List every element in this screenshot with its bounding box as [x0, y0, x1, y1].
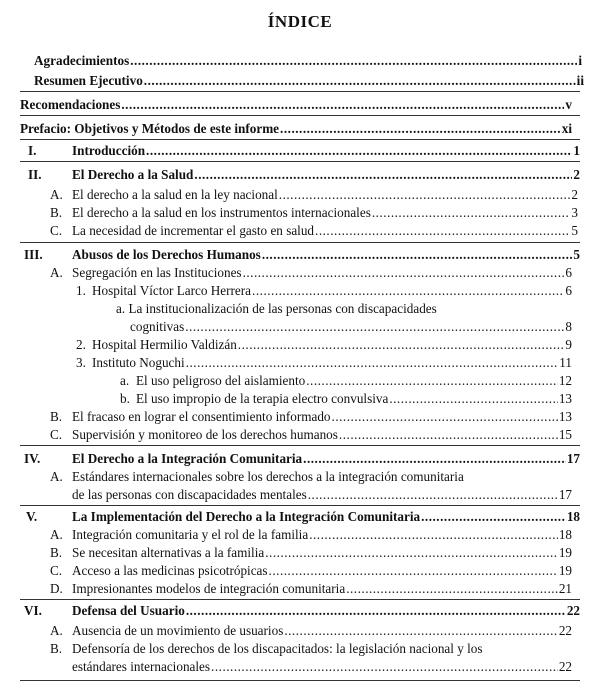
- leader-dots: [309, 526, 558, 544]
- subsection-letter: C.: [50, 563, 63, 578]
- toc-label: Acceso a las medicinas psicotrópicas: [72, 563, 268, 578]
- toc-page: 5: [571, 223, 578, 238]
- toc-label: de las personas con discapacidades mentales: [72, 487, 307, 502]
- leader-dots: [284, 622, 557, 640]
- toc-entry-derecho-salud[interactable]: [72, 166, 580, 184]
- toc-page: 22: [558, 659, 572, 674]
- section-number: V.: [26, 509, 38, 524]
- subsection-letter: C.: [50, 427, 63, 442]
- subsection-letter: A.: [50, 623, 63, 638]
- subsection-letter: A.: [50, 469, 63, 484]
- toc-label: Instituto Noguchi: [92, 355, 185, 370]
- subsection-letter: D.: [50, 581, 63, 596]
- toc-entry-integracion[interactable]: [72, 450, 580, 468]
- leader-dots: [262, 246, 573, 264]
- leader-dots: [303, 450, 566, 468]
- leader-dots: [315, 222, 570, 240]
- subsection-letter: A.: [50, 187, 63, 202]
- divider: [20, 680, 580, 681]
- item-number: 1.: [76, 283, 86, 298]
- divider: [20, 115, 580, 116]
- subsection-letter: A.: [50, 265, 63, 280]
- toc-entry-3a3b[interactable]: [136, 390, 572, 408]
- leader-dots: [308, 486, 558, 504]
- toc-entry-2a[interactable]: [72, 186, 578, 204]
- toc-entry-agradecimientos[interactable]: [34, 52, 582, 70]
- toc-label-line1: a. La institucionalización de las personas con discapacidades: [116, 301, 437, 316]
- toc-entry-3a1a[interactable]: [130, 318, 572, 336]
- toc-label: El Derecho a la Salud: [72, 167, 194, 182]
- toc-label: estándares internacionales: [72, 659, 211, 674]
- leader-dots: [279, 186, 571, 204]
- toc-label-line1: Estándares internacionales sobre los derechos a la integración comunitaria: [72, 469, 464, 484]
- toc-page: 19: [558, 545, 572, 560]
- leader-dots: [332, 408, 558, 426]
- toc-entry-3a1[interactable]: [92, 282, 572, 300]
- toc-entry-6b[interactable]: [72, 658, 572, 676]
- toc-entry-3a3[interactable]: [92, 354, 572, 372]
- toc-entry-5d[interactable]: [72, 580, 572, 598]
- toc-page: 6: [565, 265, 572, 280]
- toc-page: 6: [565, 283, 572, 298]
- toc-label: Hospital Víctor Larco Herrera: [92, 283, 252, 298]
- toc-page: xi: [561, 121, 572, 136]
- leader-dots: [252, 282, 564, 300]
- toc-page: 11: [559, 355, 572, 370]
- toc-page: 2: [573, 167, 580, 182]
- toc-page: i: [578, 53, 582, 68]
- leader-dots: [211, 658, 558, 676]
- divider: [20, 242, 580, 243]
- leader-dots: [306, 372, 558, 390]
- toc-entry-resumen[interactable]: [34, 72, 584, 90]
- toc-page: 17: [566, 451, 580, 466]
- toc-label: Introducción: [72, 143, 146, 158]
- toc-entry-2b[interactable]: [72, 204, 578, 222]
- leader-dots: [186, 602, 566, 620]
- toc-page: 5: [573, 247, 580, 262]
- toc-page: 18: [558, 527, 572, 542]
- toc-entry-defensa[interactable]: [72, 602, 580, 620]
- toc-entry-abusos[interactable]: [72, 246, 580, 264]
- leader-dots: [280, 120, 561, 138]
- toc-label-line1: Defensoría de los derechos de los discapacitados: la legislación nacional y los: [72, 641, 483, 656]
- toc-entry-prefacio[interactable]: [20, 120, 572, 138]
- toc-entry-4a[interactable]: [72, 486, 572, 504]
- section-number: IV.: [24, 451, 41, 466]
- toc-page: 22: [566, 603, 580, 618]
- toc-entry-3a3a[interactable]: [136, 372, 572, 390]
- subsection-letter: B.: [50, 409, 63, 424]
- subsection-letter: B.: [50, 641, 63, 656]
- item-letter: b.: [120, 391, 130, 406]
- leader-dots: [269, 562, 558, 580]
- toc-label: El Derecho a la Integración Comunitaria: [72, 451, 303, 466]
- leader-dots: [389, 390, 557, 408]
- leader-dots: [121, 96, 564, 114]
- toc-label: Resumen Ejecutivo: [34, 73, 143, 88]
- toc-label: Se necesitan alternativas a la familia: [72, 545, 265, 560]
- toc-page: 13: [558, 409, 572, 424]
- leader-dots: [194, 166, 572, 184]
- subsection-letter: C.: [50, 223, 63, 238]
- subsection-letter: B.: [50, 545, 63, 560]
- leader-dots: [238, 336, 565, 354]
- toc-entry-implementacion[interactable]: [72, 508, 580, 526]
- toc-entry-recomendaciones[interactable]: [20, 96, 572, 114]
- toc-page: ii: [576, 73, 584, 88]
- leader-dots: [130, 52, 577, 70]
- toc-page: 12: [558, 373, 572, 388]
- subsection-letter: A.: [50, 527, 63, 542]
- item-number: 3.: [76, 355, 86, 370]
- toc-page: 22: [558, 623, 572, 638]
- divider: [20, 139, 580, 140]
- toc-page: 1: [573, 143, 580, 158]
- toc-entry-6a[interactable]: [72, 622, 572, 640]
- page-title: ÍNDICE: [267, 12, 333, 31]
- toc-entry-3b[interactable]: [72, 408, 572, 426]
- toc-entry-introduccion[interactable]: [72, 142, 580, 160]
- subsection-letter: B.: [50, 205, 63, 220]
- leader-dots: [186, 354, 559, 372]
- toc-entry-5c[interactable]: [72, 562, 572, 580]
- leader-dots: [339, 426, 558, 444]
- toc-page: 8: [565, 319, 572, 334]
- toc-label: Impresionantes modelos de integración comunitaria: [72, 581, 346, 596]
- toc-entry-5b[interactable]: [72, 544, 572, 562]
- section-number: III.: [24, 247, 43, 262]
- divider: [20, 91, 580, 92]
- toc-page: 3: [571, 205, 578, 220]
- leader-dots: [144, 72, 576, 90]
- toc-page: 15: [558, 427, 572, 442]
- toc-label: Ausencia de un movimiento de usuarios: [72, 623, 284, 638]
- leader-dots: [265, 544, 558, 562]
- toc-page: 21: [558, 581, 572, 596]
- toc-entry-3a2[interactable]: [92, 336, 572, 354]
- leader-dots: [243, 264, 565, 282]
- divider: [20, 505, 580, 506]
- toc-label: Recomendaciones: [20, 97, 121, 112]
- leader-dots: [185, 318, 564, 336]
- toc-entry-3a[interactable]: [72, 264, 572, 282]
- leader-dots: [421, 508, 566, 526]
- toc-label: El uso peligroso del aislamiento: [136, 373, 306, 388]
- toc-entry-2c[interactable]: [72, 222, 578, 240]
- toc-label: El uso impropio de la terapia electro convulsiva: [136, 391, 389, 406]
- toc-page: 2: [571, 187, 578, 202]
- toc-label: cognitivas: [130, 319, 185, 334]
- toc-label: Defensa del Usuario: [72, 603, 185, 618]
- toc-label: El fracaso en lograr el consentimiento informado: [72, 409, 331, 424]
- toc-page: 19: [558, 563, 572, 578]
- toc-page: 18: [566, 509, 580, 524]
- toc-label: El derecho a la salud en la ley nacional: [72, 187, 278, 202]
- leader-dots: [346, 580, 558, 598]
- toc-label: Abusos de los Derechos Humanos: [72, 247, 261, 262]
- toc-entry-3c[interactable]: [72, 426, 572, 444]
- toc-label: Supervisión y monitoreo de los derechos humanos: [72, 427, 338, 442]
- section-number: II.: [28, 167, 42, 182]
- toc-page: v: [565, 97, 572, 112]
- leader-dots: [372, 204, 571, 222]
- toc-label: Agradecimientos: [34, 53, 130, 68]
- toc-label: Segregación en las Instituciones: [72, 265, 242, 280]
- item-number: 2.: [76, 337, 86, 352]
- section-number: VI.: [24, 603, 42, 618]
- divider: [20, 599, 580, 600]
- toc-label: Prefacio: Objetivos y Métodos de este informe: [20, 121, 280, 136]
- leader-dots: [146, 142, 572, 160]
- divider: [20, 161, 580, 162]
- toc-page: 9: [565, 337, 572, 352]
- item-letter: a.: [120, 373, 130, 388]
- toc-label: El derecho a la salud en los instrumentos internacionales: [72, 205, 371, 220]
- toc-label: La Implementación del Derecho a la Integración Comunitaria: [72, 509, 421, 524]
- divider: [20, 445, 580, 446]
- toc-label: Integración comunitaria y el rol de la familia: [72, 527, 309, 542]
- toc-label: Hospital Hermilio Valdizán: [92, 337, 237, 352]
- section-number: I.: [28, 143, 37, 158]
- toc-entry-5a[interactable]: [72, 526, 572, 544]
- toc-page: 17: [558, 487, 572, 502]
- toc-label: La necesidad de incrementar el gasto en salud: [72, 223, 315, 238]
- toc-page: 13: [558, 391, 572, 406]
